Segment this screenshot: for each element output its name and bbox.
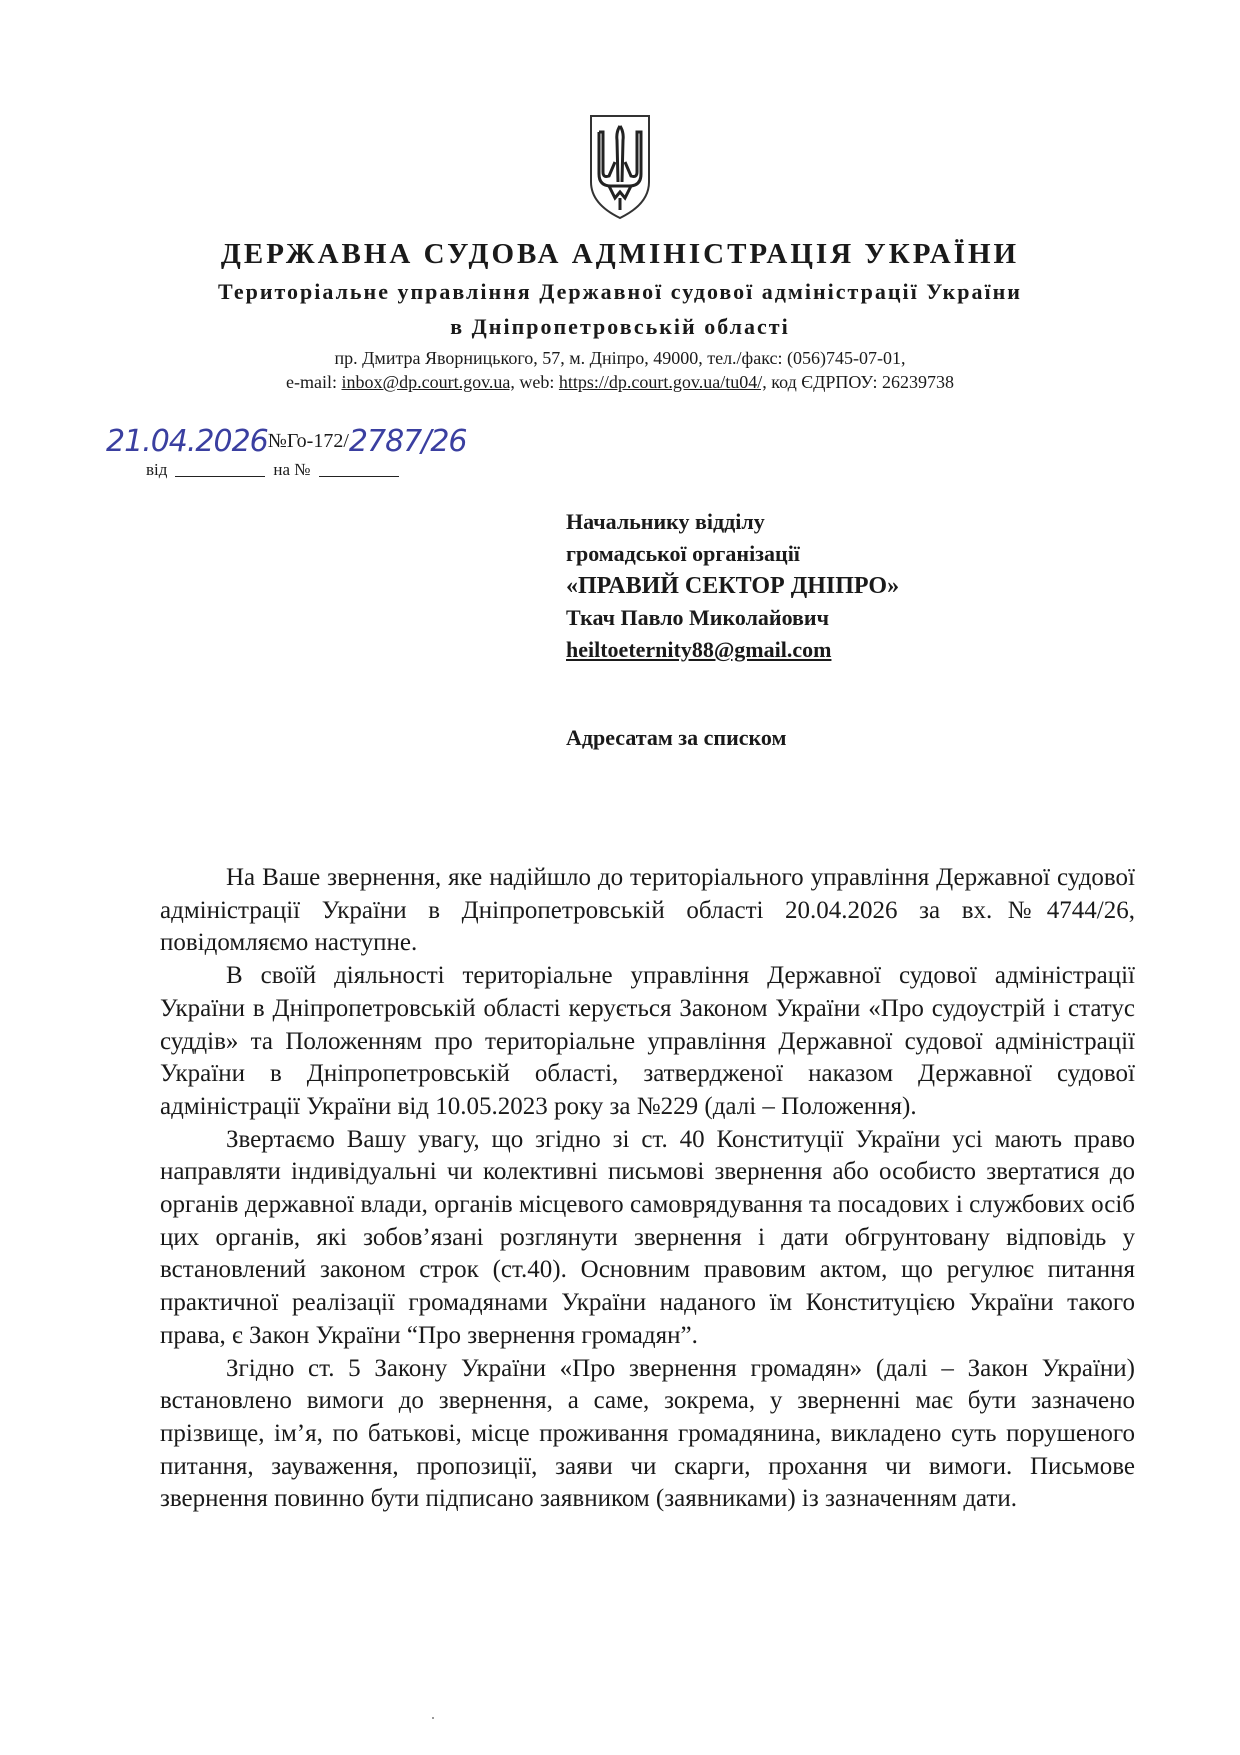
organization-subtitle: Територіальне управління Державної судової адміністрації України [218,279,1022,304]
paragraph-2: В своїй діяльності територіальне управління Державної судової адміністрації України в Дніпропетровській області керується Законом України «Про судоустрій і статус суддів» та Положенням про територіальне управління Державної судової адміністрації України в Дніпропетровській області, затвердженої наказом Державної судової адміністрації України від 10.05.2023 року за №229 (далі – Положення). [160,962,1135,1120]
reference-fields [146,460,399,480]
recipient-organization-type: громадської організації [566,541,800,566]
handwritten-date: 21.04.2026 [106,424,268,459]
paragraph-1: На Ваше звернення, яке надійшло до територіального управління Державної судової адміністрації України в Дніпропетровській області 20.04.2026 за вх.№4744/26, повідомляємо наступне. [160,864,1135,957]
recipient-block [566,506,899,666]
organization-title: ДЕРЖАВНА СУДОВА АДМІНІСТРАЦІЯ УКРАЇНИ [220,238,1020,270]
organization-region: в Дніпропетровській області [450,314,790,339]
coat-of-arms-trident-icon [585,112,655,222]
contact-line [0,372,1240,393]
org-email-link[interactable]: inbox@dp.court.gov.ua, [341,372,515,392]
number-blank [319,460,399,477]
outgoing-reference [106,424,467,459]
email-label: e-mail: [286,372,342,392]
recipient-name: Ткач Павло Миколайович [566,605,830,630]
recipient-email-link[interactable]: heiltoeternity88@gmail.com [566,637,832,662]
reference-number-prefix: №Го-172/ [267,430,349,452]
page-mark [432,1717,434,1719]
paragraph-4: Згідно ст. 5 Закону України «Про звернення громадян» (далі – Закон України) встановлено вимоги до звернення, а саме, зокрема, у зверненні має бути зазначено прізвище, ім’я, по батькові, місце проживання громадянина, викладено суть порушеного питання, зауваження, пропозиції, заяви чи скарги, прохання чи вимоги. Письмове звернення повинно бути підписано заявником (заявниками) із зазначенням дати. [160,1354,1135,1513]
date-blank [175,460,265,477]
addressees-line: Адресатам за списком [566,725,787,750]
postal-address: пр. Дмитра Яворницького, 57, м. Дніпро, 49000, тел./факс: (056)745-07-01, [334,348,906,368]
recipient-organization-name: «ПРАВИЙ СЕКТОР ДНІПРО» [566,573,900,599]
paragraph-3: Звертаємо Вашу увагу, що згідно зі ст. 40 Конституції України усі мають право направляти індивідуальні чи колективні письмові звернення або особисто звертатися до органів державної влади, органів місцевого самоврядування та посадових і службових осіб цих органів, які зобов’язані розглянути звернення і дати обгрунтовану відповідь у встановлений законом строк (ст.40). Основним правовим актом, що регулює питання практичної реалізації громадянами України наданого їм Конституцією України такого права, є Закон України “Про звернення громадян”. [160,1125,1135,1349]
edrpou-code: код ЄДРПОУ: 26239738 [766,372,954,392]
from-label: від [146,460,168,479]
org-web-link[interactable]: https://dp.court.gov.ua/tu04/, [558,372,767,392]
handwritten-number: 2787/26 [348,424,467,459]
web-label: web: [514,372,559,392]
to-label: на № [273,460,311,479]
recipient-position: Начальнику відділу [566,509,765,534]
letter-body [160,862,1135,1516]
